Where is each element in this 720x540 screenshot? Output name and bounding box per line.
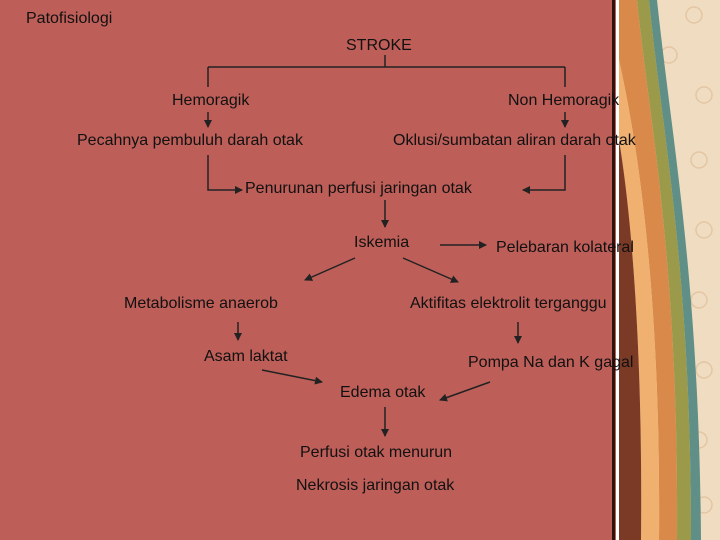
slide-title: Patofisiologi	[26, 10, 113, 27]
arrow-iskemia-aktifitas	[403, 258, 458, 282]
node-perfusi-menurun: Perfusi otak menurun	[300, 444, 453, 461]
decorative-stripes	[619, 0, 720, 540]
decorative-side-panel	[619, 0, 720, 540]
arrow-oklusi-penurunan	[523, 155, 565, 190]
node-pecahnya: Pecahnya pembuluh darah otak	[77, 132, 303, 149]
node-iskemia: Iskemia	[354, 234, 410, 251]
arrow-asam-edema	[262, 370, 322, 382]
arrow-pompa-edema	[440, 382, 490, 400]
node-penurunan-perfusi: Penurunan perfusi jaringan otak	[245, 180, 472, 197]
node-pompa-na-k: Pompa Na dan K gagal	[468, 354, 634, 371]
node-nekrosis: Nekrosis jaringan otak	[296, 477, 455, 494]
node-asam-laktat: Asam laktat	[204, 348, 288, 365]
node-aktifitas-elektrolit: Aktifitas elektrolit terganggu	[410, 295, 607, 312]
node-metabolisme-anaerob: Metabolisme anaerob	[124, 295, 278, 312]
node-stroke: STROKE	[346, 37, 412, 54]
node-hemoragik: Hemoragik	[172, 92, 250, 109]
node-pelebaran-kolateral: Pelebaran kolateral	[496, 239, 634, 256]
node-non-hemoragik: Non Hemoragik	[508, 92, 620, 109]
arrow-iskemia-metabolisme	[305, 258, 355, 280]
arrow-pecahnya-penurunan	[208, 155, 242, 190]
node-edema-otak: Edema otak	[340, 384, 426, 401]
node-oklusi: Oklusi/sumbatan aliran darah otak	[393, 132, 636, 149]
